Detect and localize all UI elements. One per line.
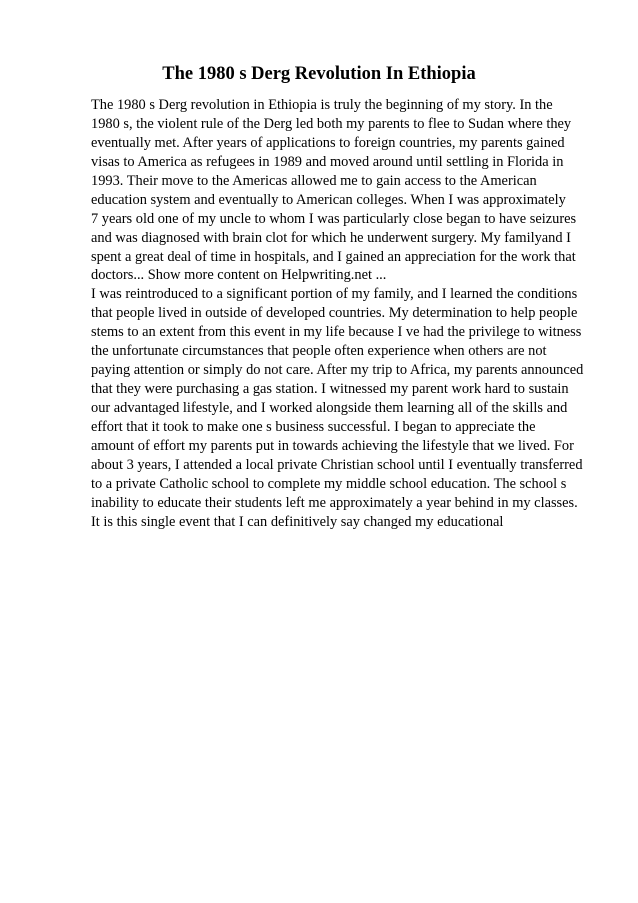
body-line: the unfortunate circumstances that people often experience when others are not bbox=[91, 343, 547, 360]
body-line: 1993. Their move to the Americas allowed me to gain access to the American bbox=[91, 172, 537, 189]
body-line: The 1980 s Derg revolution in Ethiopia is truly the beginning of my story. In the bbox=[91, 97, 553, 113]
body-line: amount of effort my parents put in towards achieving the lifestyle that we lived. For bbox=[91, 437, 574, 454]
body-line: It is this single event that I can definitively say changed my educational bbox=[91, 513, 504, 530]
body-line: eventually met. After years of applications to foreign countries, my parents gained bbox=[91, 134, 565, 151]
body-line: effort that it took to make one s business successful. I began to appreciate the bbox=[91, 418, 536, 435]
body-line: to a private Catholic school to complete my middle school education. The school s bbox=[91, 475, 567, 492]
document-body bbox=[91, 96, 601, 532]
body-line: paying attention or simply do not care. After my trip to Africa, my parents announced bbox=[91, 362, 584, 379]
body-line: education system and eventually to American colleges. When I was approximately bbox=[91, 191, 566, 208]
body-line: our advantaged lifestyle, and I worked alongside them learning all of the skills and bbox=[91, 400, 568, 416]
body-line: that they were purchasing a gas station. I witnessed my parent work hard to sustain bbox=[91, 381, 569, 398]
body-line: 7 years old one of my uncle to whom I was particularly close began to have seizures bbox=[91, 210, 577, 227]
body-line: about 3 years, I attended a local private Christian school until I eventually transferred bbox=[91, 456, 583, 473]
body-line: 1980 s, the violent rule of the Derg led both my parents to flee to Sudan where they bbox=[91, 115, 572, 132]
document-title: The 1980 s Derg Revolution In Ethiopia bbox=[162, 64, 476, 84]
body-line: I was reintroduced to a significant portion of my family, and I learned the conditions bbox=[91, 286, 578, 303]
body-line: doctors... Show more content on Helpwriting.net ... bbox=[91, 267, 387, 284]
body-line: that people lived in outside of developed countries. My determination to help people bbox=[91, 305, 578, 322]
body-line: stems to an extent from this event in my life because I ve had the privilege to witness bbox=[91, 324, 582, 341]
body-line: and was diagnosed with brain clot for which he underwent surgery. My familyand I bbox=[91, 229, 571, 246]
body-line: visas to America as refugees in 1989 and moved around until settling in Florida in bbox=[91, 153, 564, 170]
body-line: inability to educate their students left me approximately a year behind in my classes. bbox=[91, 494, 578, 511]
body-line: spent a great deal of time in hospitals, and I gained an appreciation for the work that bbox=[91, 248, 576, 265]
